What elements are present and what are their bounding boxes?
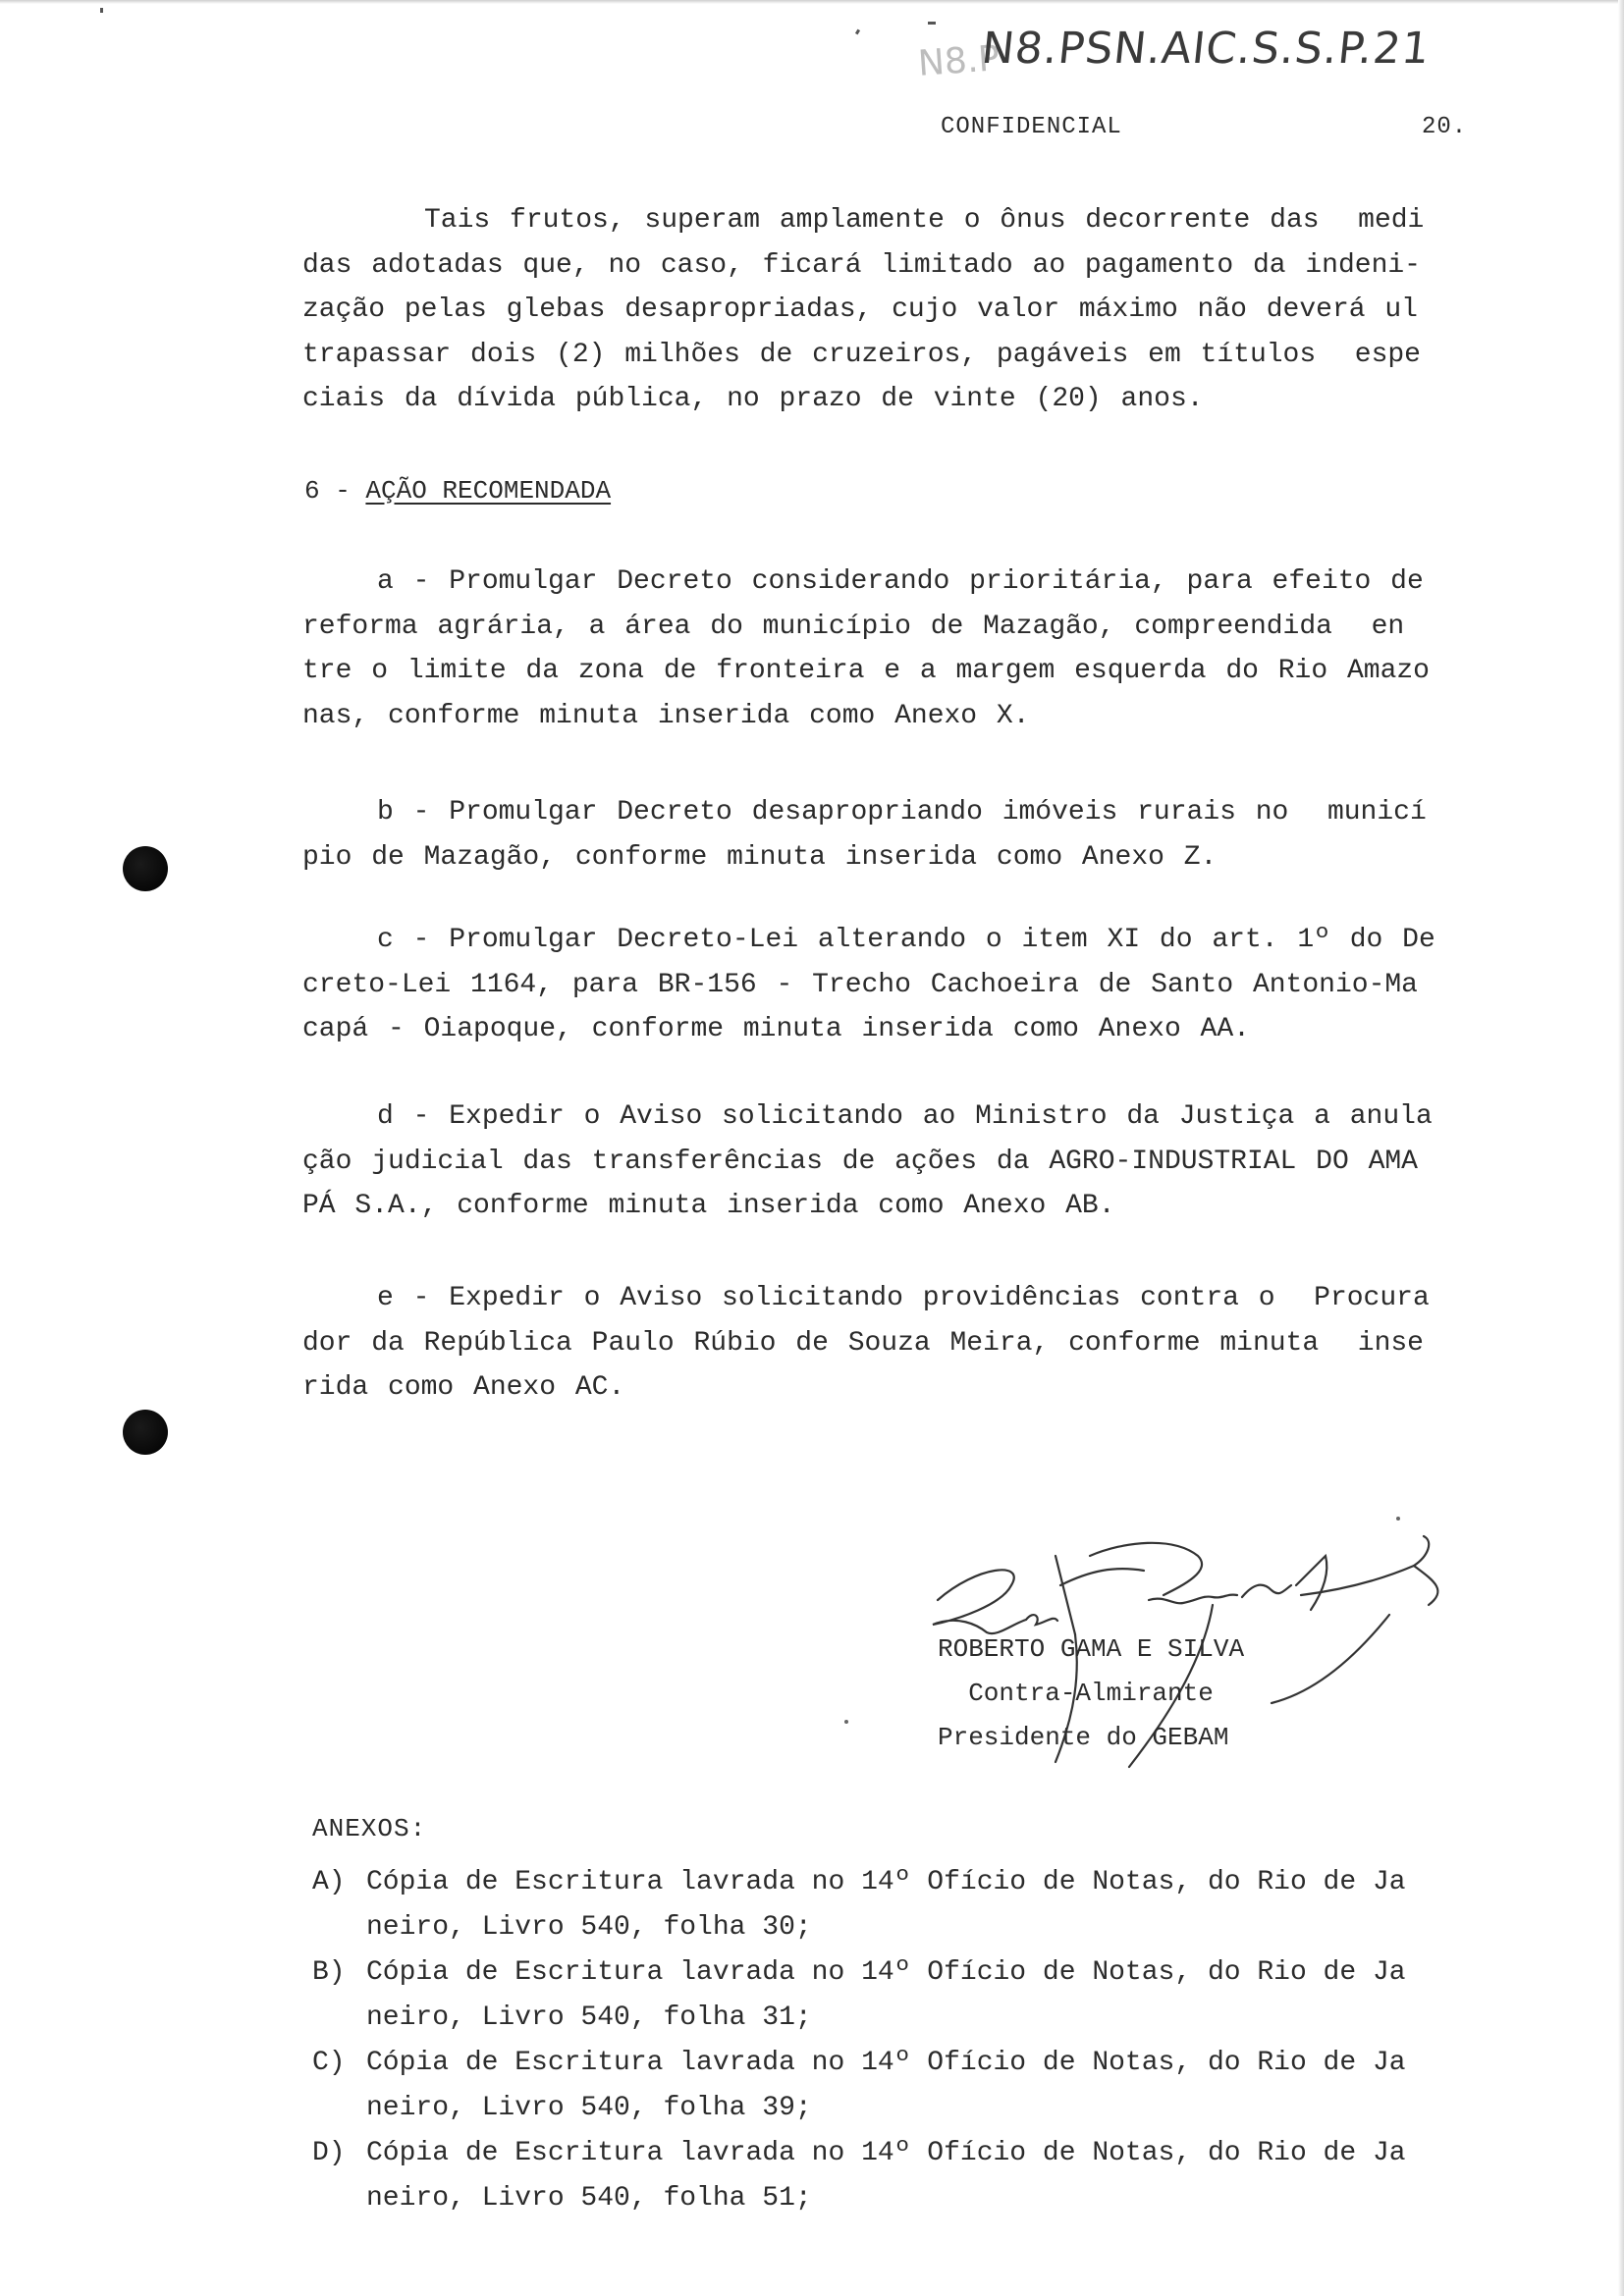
text-line: zação pelas glebas desapropriadas, cujo valor máximo não deverá ul xyxy=(302,294,1418,325)
text-line: c - Promulgar Decreto-Lei alterando o item XI do art. 1º do De xyxy=(377,925,1435,955)
annex-line: Cópia de Escritura lavrada no 14º Ofício de Notas, do Rio de Ja xyxy=(366,1957,1406,1988)
text-line: ção judicial das transferências de ações da AGRO-INDUSTRIAL DO AMA xyxy=(302,1146,1418,1177)
annex-item xyxy=(312,2041,1490,2131)
page-right-edge xyxy=(1618,0,1624,2296)
annex-line: neiro, Livro 540, folha 31; xyxy=(366,2002,812,2033)
classification-label: CONFIDENCIAL xyxy=(941,114,1122,140)
annex-item xyxy=(312,1860,1490,1950)
recommendation-b xyxy=(302,790,1481,880)
annex-line: neiro, Livro 540, folha 30; xyxy=(366,1912,812,1943)
annex-item xyxy=(312,1950,1490,2041)
text-line: rida como Anexo AC. xyxy=(302,1372,625,1403)
punch-hole xyxy=(123,1410,168,1455)
text-line: capá - Oiapoque, conforme minuta inserida como Anexo AA. xyxy=(302,1014,1250,1044)
intro-paragraph xyxy=(302,198,1481,422)
recommendation-a xyxy=(302,560,1481,738)
text-line: creto-Lei 1164, para BR-156 - Trecho Cachoeira de Santo Antonio-Ma xyxy=(302,969,1418,1000)
signatory-name: ROBERTO GAMA E SILVA xyxy=(938,1634,1245,1664)
scan-mark xyxy=(100,8,103,13)
text-line: d - Expedir o Aviso solicitando ao Ministro da Justiça a anula xyxy=(377,1101,1433,1132)
text-line: Tais frutos, superam amplamente o ônus decorrente das medi xyxy=(424,205,1425,236)
text-line: e - Expedir o Aviso solicitando providências contra o Procura xyxy=(377,1283,1430,1313)
text-line: pio de Mazagão, conforme minuta inserida como Anexo Z. xyxy=(302,841,1218,873)
annex-line: Cópia de Escritura lavrada no 14º Ofício de Notas, do Rio de Ja xyxy=(366,2048,1406,2078)
faint-handwritten-mark: N8.P xyxy=(916,38,1001,84)
signatory-rank: Contra-Almirante xyxy=(938,1679,1214,1708)
text-line: ciais da dívida pública, no prazo de vinte (20) anos. xyxy=(302,384,1204,414)
text-line: reforma agrária, a área do município de Mazagão, compreendida en xyxy=(302,611,1405,642)
recommendation-d xyxy=(302,1095,1481,1229)
recommendation-e xyxy=(302,1276,1481,1411)
text-line: trapassar dois (2) milhões de cruzeiros, pagáveis em títulos espe xyxy=(302,339,1421,370)
page-top-edge xyxy=(0,0,1624,4)
annex-letter: D) xyxy=(312,2138,346,2168)
section-title: AÇÃO RECOMENDADA xyxy=(365,476,612,506)
scan-mark xyxy=(928,22,936,25)
text-line: b - Promulgar Decreto desapropriando imóveis rurais no municí xyxy=(377,797,1427,828)
scan-mark xyxy=(855,29,860,35)
section-heading xyxy=(304,471,611,510)
annexes-list xyxy=(312,1860,1490,2221)
signature-block xyxy=(938,1628,1244,1760)
punch-hole xyxy=(123,846,168,891)
annex-letter: C) xyxy=(312,2048,346,2078)
section-number: 6 - xyxy=(304,476,366,506)
text-line: nas, conforme minuta inserida como Anexo X. xyxy=(302,700,1030,731)
text-line: dor da República Paulo Rúbio de Souza Meira, conforme minuta inse xyxy=(302,1327,1424,1359)
annexes-title: ANEXOS: xyxy=(312,1814,427,1843)
annex-letter: A) xyxy=(312,1867,346,1897)
annex-line: Cópia de Escritura lavrada no 14º Ofício de Notas, do Rio de Ja xyxy=(366,2138,1406,2168)
handwritten-reference: N8.PSN.AIC.S.S.P.21 xyxy=(979,24,1434,74)
scan-dot xyxy=(844,1720,848,1724)
annex-letter: B) xyxy=(312,1957,346,1988)
text-line: tre o limite da zona de fronteira e a margem esquerda do Rio Amazo xyxy=(302,656,1430,686)
text-line: PÁ S.A., conforme minuta inserida como Anexo AB. xyxy=(302,1191,1115,1221)
annex-line: Cópia de Escritura lavrada no 14º Ofício de Notas, do Rio de Ja xyxy=(366,1867,1406,1897)
annex-line: neiro, Livro 540, folha 51; xyxy=(366,2183,812,2214)
signatory-role: Presidente do GEBAM xyxy=(938,1723,1229,1752)
annex-item xyxy=(312,2131,1490,2221)
text-line: a - Promulgar Decreto considerando prioritária, para efeito de xyxy=(377,566,1424,597)
page-number: 20. xyxy=(1422,114,1468,140)
annex-line: neiro, Livro 540, folha 39; xyxy=(366,2093,812,2123)
scan-dot xyxy=(1396,1517,1400,1521)
recommendation-c xyxy=(302,918,1481,1052)
text-line: das adotadas que, no caso, ficará limitado ao pagamento da indeni- xyxy=(302,249,1421,281)
